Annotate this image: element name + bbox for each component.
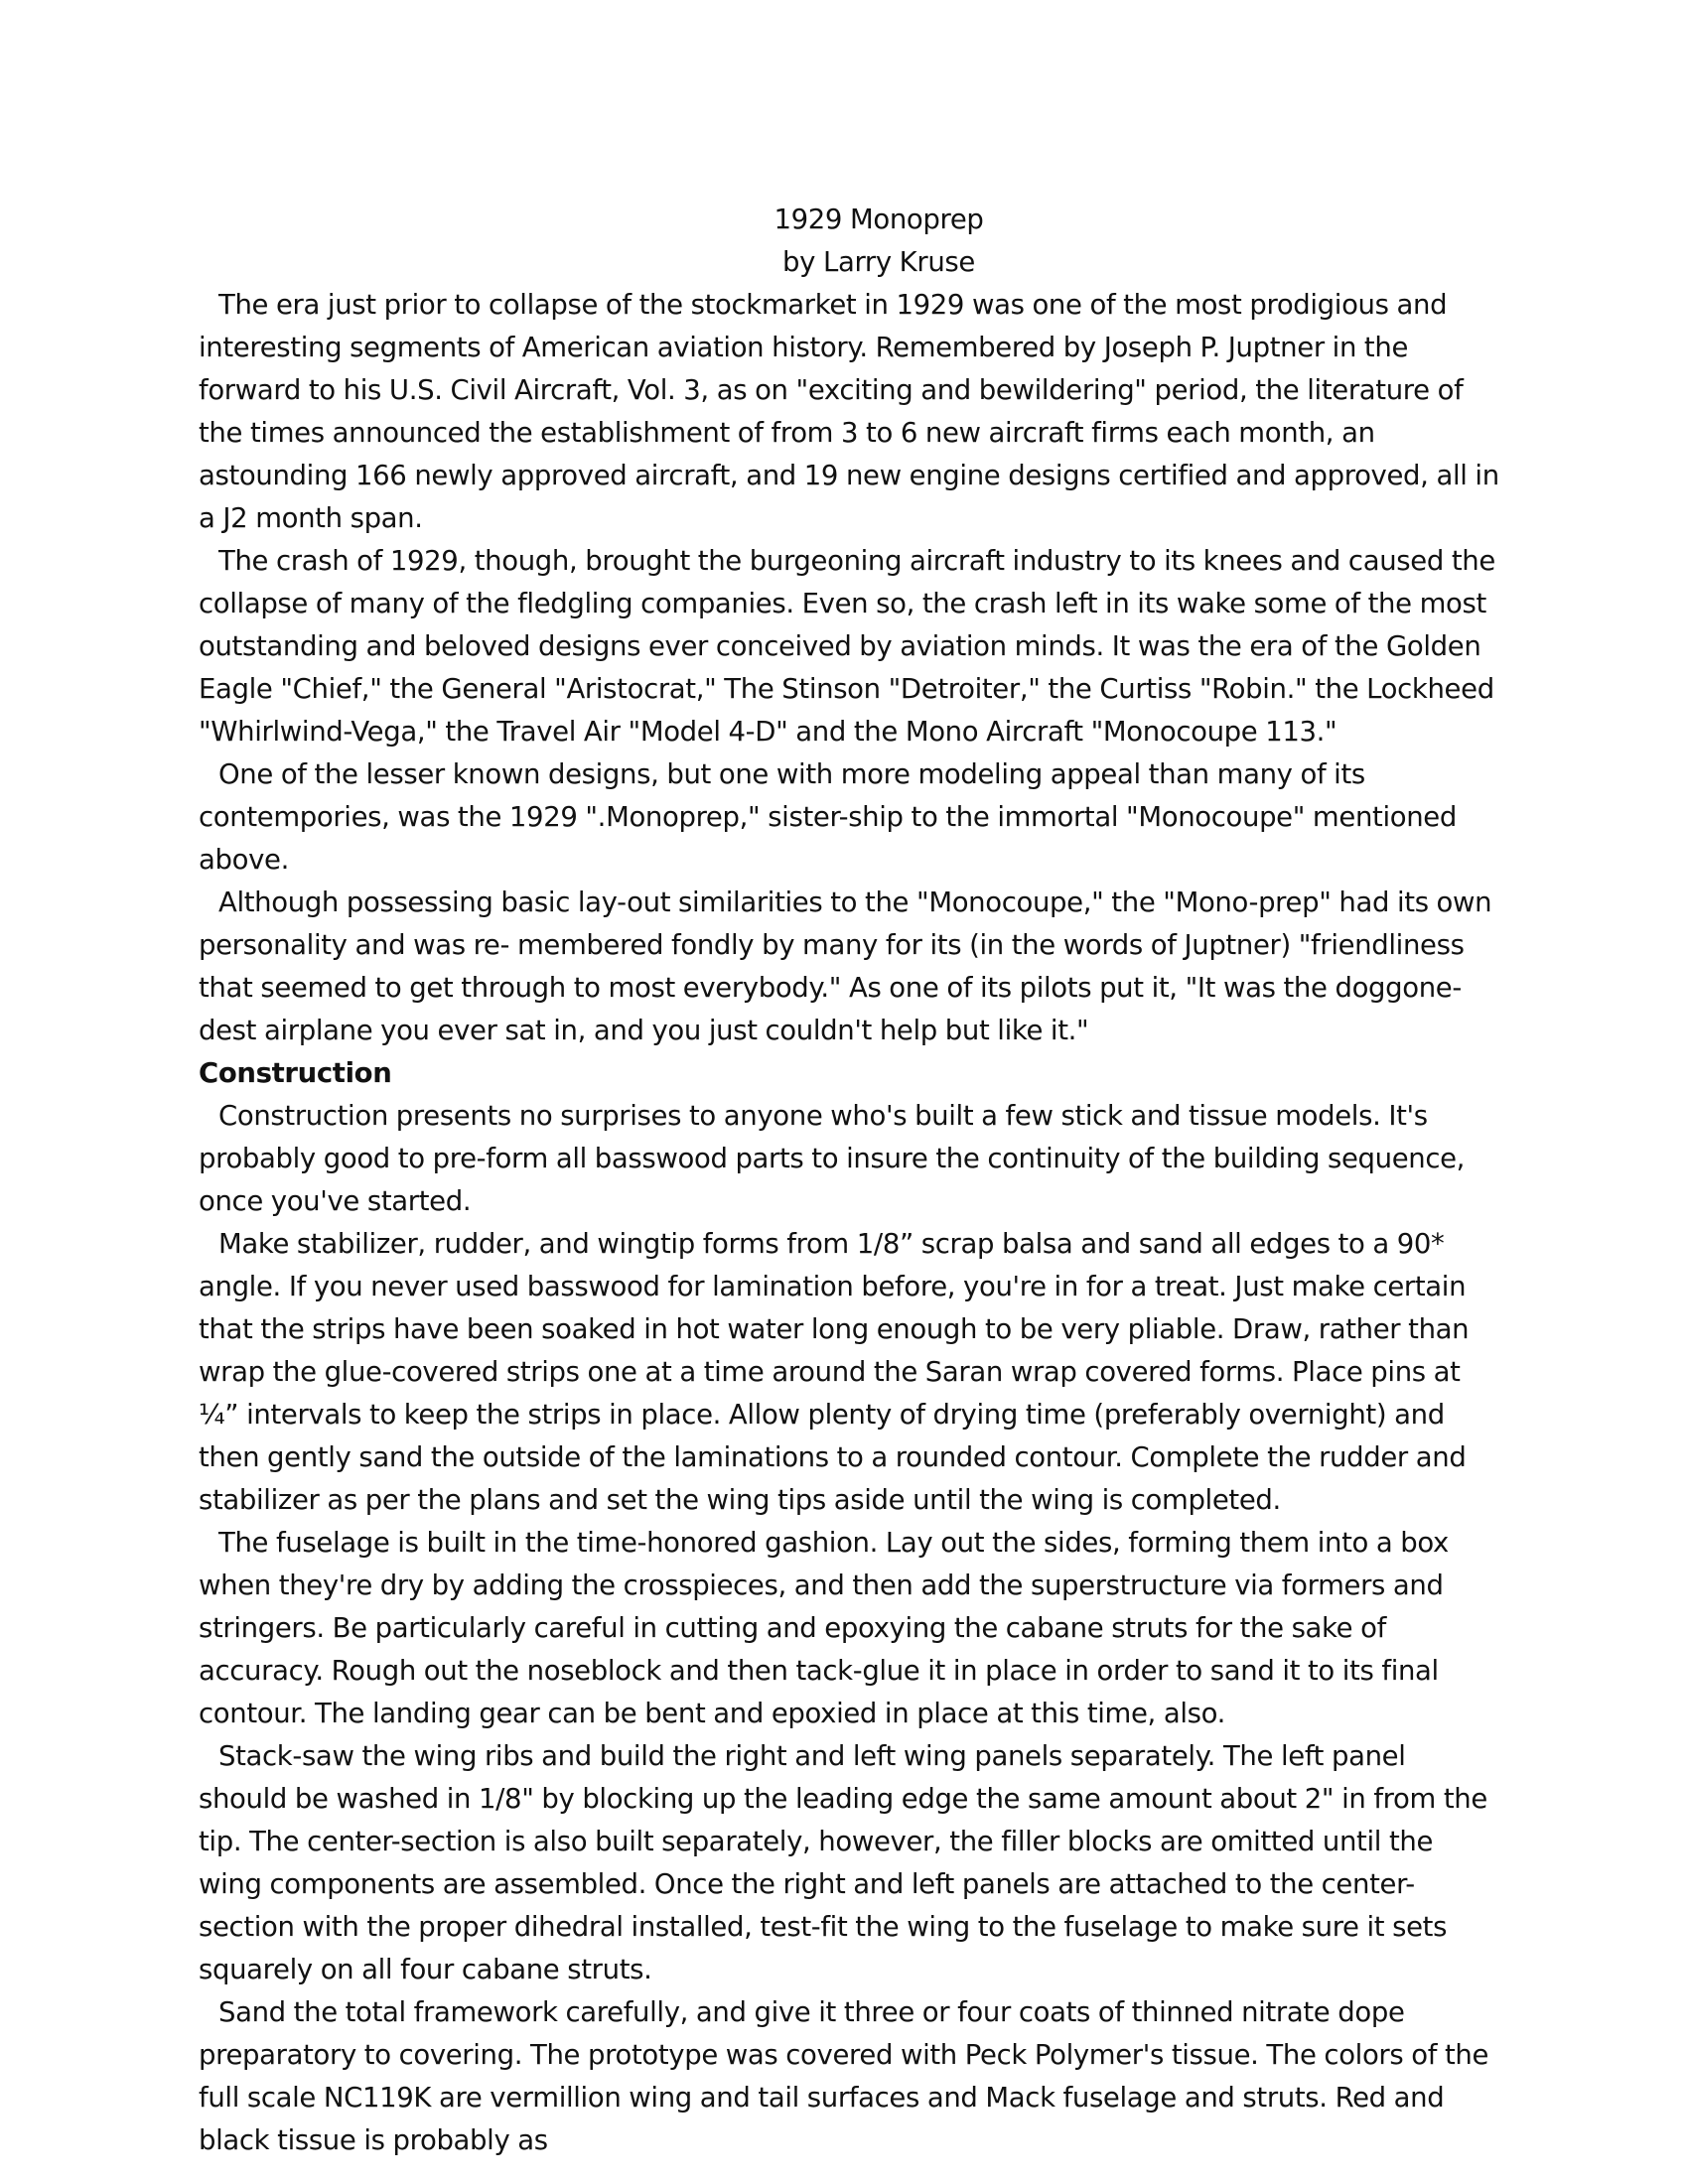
construction-paragraph-2: Make stabilizer, rudder, and wingtip forms from 1/8” scrap balsa and sand all edges to a 90* angle. If you never used basswood for lamination before, you're in for a treat. Just make certain that the strips have been soaked in hot water long enough to be very pliable. Draw, rather than wrap the glue-covered strips one at a time around the Saran wrap covered forms. Place pins at ¼” intervals to keep the strips in place. Allow plenty of drying time (preferably overnight) and then gently sand the outside of the laminations to a rounded contour. Complete the rudder and stabilizer as per the plans and set the wing tips aside until the wing is completed. xyxy=(199,1228,1470,1516)
construction-paragraph-1: Construction presents no surprises to anyone who's built a few stick and tissue models. It's probably good to pre-form all basswood parts to insure the continuity of the building sequence, once you've started. xyxy=(199,1100,1466,1217)
document-body xyxy=(199,199,1499,2162)
intro-paragraph-3: One of the lesser known designs, but one with more modeling appeal than many of its contempories, was the 1929 ".Monoprep," sister-ship to the immortal "Monocoupe" mentioned above. xyxy=(199,758,1457,876)
construction-paragraph-5: Sand the total framework carefully, and give it three or four coats of thinned nitrate dope preparatory to covering. The prototype was covered with Peck Polymer's tissue. The colors of the full scale NC119K are vermillion wing and tail surfaces and Mack fuselage and struts. Red and black tissue is probably as xyxy=(199,1996,1489,2156)
construction-paragraph-4: Stack-saw the wing ribs and build the right and left wing panels separately. The left panel should be washed in 1/8" by blocking up the leading edge the same amount about 2" in from the tip. The center-section is also built separately, however, the filler blocks are omitted until the wing components are assembled. Once the right and left panels are attached to the center-section with the proper dihedral installed, test-fit the wing to the fuselage to make sure it sets squarely on all four cabane struts. xyxy=(199,1740,1487,1985)
construction-paragraph-3: The fuselage is built in the time-honored gashion. Lay out the sides, forming them into a box when they're dry by adding the crosspieces, and then add the superstructure via formers and stringers. Be particularly careful in cutting and epoxying the cabane struts for the sake of accuracy. Rough out the noseblock and then tack-glue it in place in order to sand it to its final contour. The landing gear can be bent and epoxied in place at this time, also. xyxy=(199,1527,1449,1729)
document-byline: by Larry Kruse xyxy=(782,246,975,278)
section-heading-construction: Construction xyxy=(199,1057,392,1089)
intro-paragraph-4: Although possessing basic lay-out similarities to the "Monocoupe," the "Mono-prep" had its own personality and was re- membered fondly by many for its (in the words of Juptner) "friendliness that seemed to get through to most everybody." As one of its pilots put it, "It was the doggone-dest airplane you ever sat in, and you just couldn't help but like it." xyxy=(199,887,1492,1046)
intro-paragraph-1: The era just prior to collapse of the stockmarket in 1929 was one of the most prodigious and interesting segments of American aviation history. Remembered by Joseph P. Juptner in the forward to his U.S. Civil Aircraft, Vol. 3, as on "exciting and bewildering" period, the literature of the times announced the establishment of from 3 to 6 new aircraft firms each month, an astounding 166 newly approved aircraft, and 19 new engine designs certified and approved, all in a J2 month span. xyxy=(199,289,1499,534)
intro-paragraph-2: The crash of 1929, though, brought the burgeoning aircraft industry to its knees and caused the collapse of many of the fledgling companies. Even so, the crash left in its wake some of the most outstanding and beloved designs ever conceived by aviation minds. It was the era of the Golden Eagle "Chief," the General "Aristocrat," The Stinson "Detroiter," the Curtiss "Robin." the Lockheed "Whirlwind-Vega," the Travel Air "Model 4-D" and the Mono Aircraft "Monocoupe 113." xyxy=(199,545,1495,748)
document-title: 1929 Monoprep xyxy=(774,204,984,235)
